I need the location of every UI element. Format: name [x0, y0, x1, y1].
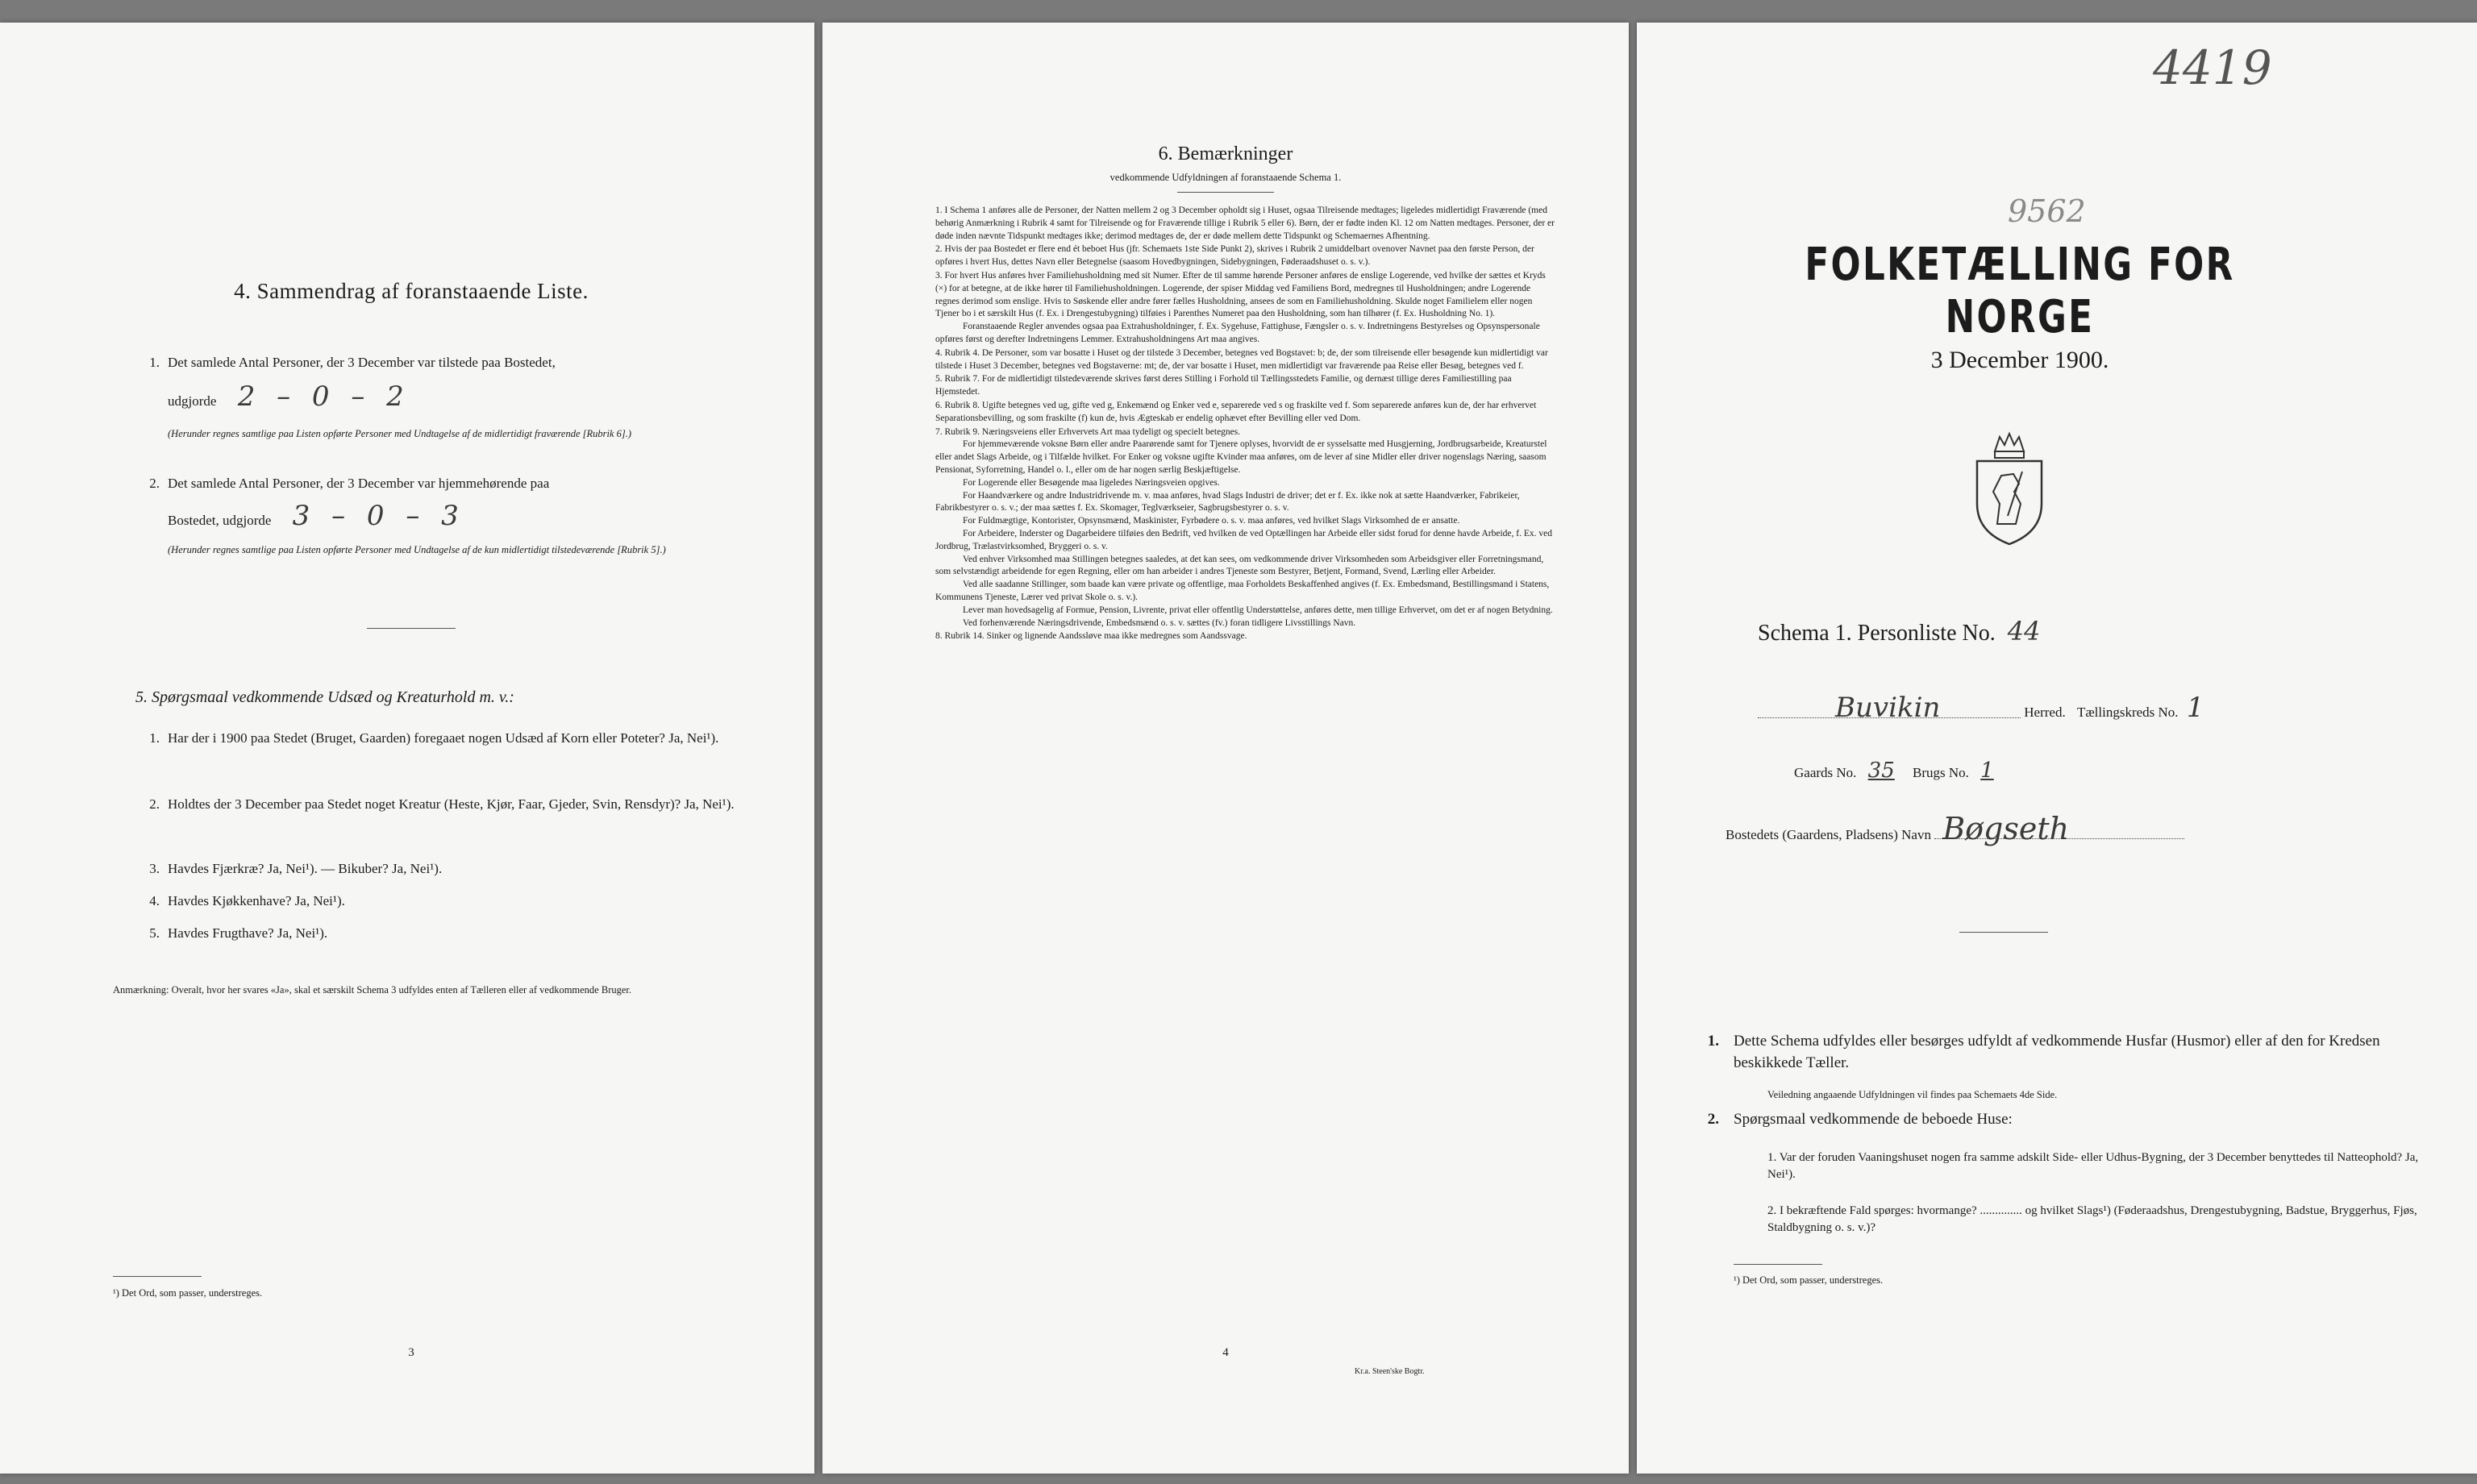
question-text: Havdes Fjærkræ? Ja, Nei¹). — Bikuber? Ja, Nei¹).: [168, 861, 443, 876]
personliste-number: 44: [2007, 616, 2041, 646]
remark-3b: Foranstaaende Regler anvendes ogsaa paa Extrahusholdninger, f. Ex. Sygehuse, Fattighuse, Fængsler o. s. v. Indretningens Bestyrelses og Opsynspersonale opføres først og derefter Indretningens Lemmer. Extrahusholdningens Art maa angives.: [935, 322, 1540, 344]
question-number: 5.: [149, 925, 160, 941]
remark-7a: For hjemmeværende voksne Børn eller andre Paarørende samt for Tjenere oplyses, hvorvidt de er sysselsatte med Husgjerning, Jordbrugsarbeide, Kreaturstel eller andet Slags Arbeide, og i Tilfælde hvilket. For Enker og voksne ugifte Kvinder maa anføres, om de lever af sine Midler eller driver nogenslags Næring, saasom Pensionat, Syforretning, Handel o. l., eller om de har nogen særlig Beskjæftigelse.: [935, 439, 1547, 475]
archive-number: 4419: [2153, 40, 2272, 95]
remark-4: 4. Rubrik 4. De Personer, som var bosatte i Huset og der tilstede 3 December, betegnes ved Bogstavet: b; de, der som tilreisende eller besøgende kun midlertidigt var tilstede i Huset 3 December, betegnes ved Bogstaverne: mt; de, der var bosatte i Huset, men midlertidigt var fraværende paa Reise eller Besøg, betegnes ved f.: [935, 347, 1548, 371]
instruction-2b: 2. I bekræftende Fald spørges: hvormange? .............. og hvilket Slags¹) (Føderaadshus, Drengestubygning, Badstue, Bryggerhus, Fjøs, Staldbygning o. s. v.)?: [1767, 1204, 2417, 1234]
handwritten-count-resident: 3 – 0 – 3: [292, 500, 465, 532]
remark-7d: For Fuldmægtige, Kontorister, Opsynsmænd, Maskinister, Fyrbødere o. s. v. maa anføres, ved hvilket Slags Virksomhed de er ansatte.: [963, 516, 1460, 526]
handwritten-count-present: 2 – 0 – 2: [237, 380, 410, 413]
page-number: 3: [408, 1346, 414, 1359]
summary-item-2-note: (Herunder regnes samtlige paa Listen opførte Personer med Undtagelse af de kun midlertidigt tilstedeværende [Rubrik 5].): [168, 544, 666, 555]
herred-value: Buvikin: [1758, 698, 2021, 718]
bosted-label: Bostedets (Gaardens, Pladsens) Navn: [1726, 827, 1931, 842]
instruction-text: Dette Schema udfyldes eller besørges udfyldt af vedkommende Husfar (Husmor) eller af den for Kredsen beskikkede Tæller.: [1734, 1033, 2380, 1071]
summary-item-2-value: [168, 500, 465, 532]
remark-5: 5. Rubrik 7. For de midlertidigt tilstedeværende skrives først deres Stilling i Forhold til Tællingsstedets Familie, og dernæst tillige deres Familiestilling paa Hjemstedet.: [935, 374, 1512, 397]
herred-label: Herred.: [2024, 705, 2066, 720]
page-number: 4: [1222, 1346, 1229, 1359]
question-number: 3.: [149, 861, 160, 876]
footnote: ¹) Det Ord, som passer, understreges.: [1734, 1274, 1884, 1286]
remark-7g: Ved alle saadanne Stillinger, som baade kan være private og offentlige, maa Forholdets Beskaffenhed angives (f. Ex. Embedsmand, Bestillingsmand i Statens, Kommunens Tjeneste, Lærer ved privat Skole o. s. v.).: [935, 580, 1550, 602]
bosted-line: [1726, 811, 2354, 846]
summary-item-1-note: (Herunder regnes samtlige paa Listen opførte Personer med Undtagelse af de midlertidigt fraværende [Rubrik 6].): [168, 428, 632, 439]
question-text: Havdes Frugthave? Ja, Nei¹).: [168, 925, 328, 941]
footnote-rule: [1734, 1264, 1822, 1265]
instruction-number: 2.: [1707, 1111, 1719, 1128]
remark-7b: For Logerende eller Besøgende maa ligeledes Næringsveien opgives.: [963, 477, 1220, 488]
remark-7i: Ved forhenværende Næringsdrivende, Embedsmænd o. s. v. sættes (fv.) foran tidligere Livsstillings Navn.: [963, 617, 1356, 628]
remark-1: 1. I Schema 1 anføres alle de Personer, der Natten mellem 2 og 3 December opholdt sig i Huset, ogsaa Tilreisende medtages; ligeledes midlertidigt Fraværende (med behørig Anmærkning i Rubrik 4 samt for Tilreisende og for Fraværende tillige i Rubrik 5 eller 6). Børn, der er fødte inden Kl. 12 om Natten medtages. Personer, der er døde inden nævnte Tidspunkt medtages ikke; derimod medtages de, der er døde mellem dette Tidspunkt og Schemaernes Afhentning.: [935, 206, 1555, 241]
question-number: 4.: [149, 893, 160, 908]
coat-of-arms-icon: [1969, 427, 2050, 548]
gaards-line: [1794, 761, 1994, 783]
schema-label: [1758, 616, 2040, 646]
footnote: ¹) Det Ord, som passer, understreges.: [113, 1287, 263, 1299]
remarks-title: 6. Bemærkninger: [1158, 143, 1293, 164]
remarks-body: [935, 205, 1556, 643]
remark-7: 7. Rubrik 9. Næringsveiens eller Erhvervets Art maa tydeligt og specielt betegnes.: [935, 426, 1241, 437]
question-text: Havdes Kjøkkenhave? Ja, Nei¹).: [168, 893, 345, 908]
remarks-subtitle: vedkommende Udfyldningen af foranstaaende Schema 1.: [1109, 172, 1342, 183]
remark-7f: Ved enhver Virksomhed maa Stillingen betegnes saaledes, at det kan sees, om vedkommende driver Virksomheden som Arbeidsgiver eller Forretningsmand, som selvstændigt arbeidende for egen Regning, eller om han arbeider i andres Tjeneste som Bestyrer, Betjent, Formand, Svend, Lærling eller Arbeider.: [935, 554, 1544, 577]
question-number: 1.: [149, 730, 160, 746]
question-text: Har der i 1900 paa Stedet (Bruget, Gaarden) foregaaet nogen Udsæd af Korn eller Poteter? Ja, Nei¹).: [168, 730, 719, 746]
summary-item-2: [135, 474, 748, 498]
item-number: 1.: [149, 355, 160, 370]
brugs-label: Brugs No.: [1913, 765, 1969, 780]
remark: Anmærkning: Overalt, hvor her svares «Ja», skal et særskilt Schema 3 udfyldes enten af Tælleren eller af vedkommende Bruger.: [113, 984, 632, 996]
page-3: [0, 23, 814, 1474]
value-prefix: Bostedet, udgjorde: [168, 513, 272, 528]
section-5-title: 5. Spørgsmaal vedkommende Udsæd og Kreaturhold m. v.:: [135, 688, 514, 706]
remark-6: 6. Rubrik 8. Ugifte betegnes ved ug, gifte ved g, Enkemænd og Enker ved e, separerede ved s og fraskilte ved f. Som separerede anføres kun de, der har erhvervet Separationsbevilling, og som fraskilte (f) kun de, hvis Ægteskab er endelig ophævet efter Bevilling eller ved Dom.: [935, 400, 1537, 423]
page-1-cover: [1637, 23, 2477, 1474]
printer-mark: Kr.a. Steen'ske Bogtr.: [1355, 1367, 1425, 1376]
remark-2: 2. Hvis der paa Bostedet er flere end ét beboet Hus (jfr. Schemaets 1ste Side Punkt 2), skrives i Rubrik 2 umiddelbart ovenover Navnet paa den første Person, der opføres i hvert Hus, dettes Navn eller Betegnelse (saasom Hovedbygningen, Sidebygningen, Føderaadshuset o. s. v.).: [935, 244, 1534, 268]
divider: [1959, 932, 2048, 933]
remark-8: 8. Rubrik 14. Sinker og lignende Aandssløve maa ikke medregnes som Aandssvage.: [935, 631, 1247, 642]
footnote-rule: [113, 1276, 202, 1277]
question-text: Holdtes der 3 December paa Stedet noget Kreatur (Heste, Kjør, Faar, Gjeder, Svin, Rensdyr)? Ja, Nei¹).: [168, 796, 735, 812]
remark-7e: For Arbeidere, Inderster og Dagarbeidere tilføies den Bedrift, ved hvilken de ved Optællingen har Arbeide eller sidst forud for denne havde Arbeide, f. Ex. ved Jordbrug, Trælastvirksomhed, Bryggeri o. s. v.: [935, 528, 1552, 551]
brugs-number: 1: [1980, 759, 1994, 783]
question-3: [135, 859, 748, 883]
question-1: [135, 729, 748, 774]
census-title: FOLKETÆLLING FOR NORGE: [1805, 239, 2235, 343]
divider: [367, 628, 456, 629]
summary-item-1-value: [168, 380, 410, 413]
herred-line: [1758, 692, 2338, 730]
instruction-text: Spørgsmaal vedkommende de beboede Huse:: [1734, 1111, 2013, 1128]
value-prefix: udgjorde: [168, 393, 217, 409]
pencil-number: 9562: [2008, 193, 2086, 229]
instruction-number: 1.: [1707, 1033, 1719, 1050]
kreds-number: 1: [2186, 692, 2204, 724]
remark-7c: For Haandværkere og andre Industridrivende m. v. maa anføres, hvad Slags Industri de driver; det er f. Ex. ikke nok at sætte Haandværker, Fabrikeier, Fabrikbestyrer o. s. v.; der maa sættes f. Ex. Skomager, Teglværkseier, Sagbrugsbestyrer o. s. v.: [935, 490, 1520, 513]
item-text: Det samlede Antal Personer, der 3 December var tilstede paa Bostedet,: [168, 355, 556, 370]
schema-text: Schema 1. Personliste No.: [1758, 621, 1996, 646]
question-4: [135, 892, 748, 916]
instruction-1-sub: Veiledning angaaende Udfyldningen vil findes paa Schemaets 4de Side.: [1767, 1089, 2058, 1100]
item-text: Det samlede Antal Personer, der 3 December var hjemmehørende paa: [168, 476, 550, 491]
question-2: [135, 795, 748, 840]
item-number: 2.: [149, 476, 160, 491]
gaards-number: 35: [1867, 759, 1895, 783]
kreds-label: Tællingskreds No.: [2076, 705, 2179, 720]
remark-7h: Lever man hovedsagelig af Formue, Pension, Livrente, privat eller offentlig Understøttelse, anføres dette, men tillige Erhvervet, om det er af nogen Betydning.: [963, 605, 1553, 615]
bosted-name: Bøgseth: [1934, 819, 2184, 839]
gaards-label: Gaards No.: [1794, 765, 1857, 780]
section-4-title: 4. Sammendrag af foranstaaende Liste.: [234, 279, 589, 303]
census-date: 3 December 1900.: [1930, 347, 2109, 373]
divider: [1177, 192, 1274, 193]
question-number: 2.: [149, 796, 160, 812]
page-4: [822, 23, 1629, 1474]
question-5: [135, 924, 748, 948]
remark-3: 3. For hvert Hus anføres hver Familiehusholdning med sit Numer. Efter de til samme hørende Personer anføres de enslige Logerende, ved hvilke der sættes et Kryds (×) for at betegne, at de ikke hører til Familiehusholdningen. Logerende, der spiser Middag ved Familiens Bord, medregnes til Husholdningen; andre Logerende regnes derimod som enslige. Hvis to Søskende eller andre fører fælles Husholdning, ansees de som en Familiehusholdning. Skulde noget Familielem eller nogen Tjener bo i et særskilt Hus (f. Ex. i Drengestubygning) tilføies i Parenthes Numeret paa den Husholdning, som han tilhører (f. Ex. Husholdning No. 1).: [935, 270, 1546, 319]
instruction-2a: 1. Var der foruden Vaaningshuset nogen fra samme adskilt Side- eller Udhus-Bygning, der 3 December benyttedes til Natteophold? Ja, Nei¹).: [1767, 1151, 2419, 1181]
